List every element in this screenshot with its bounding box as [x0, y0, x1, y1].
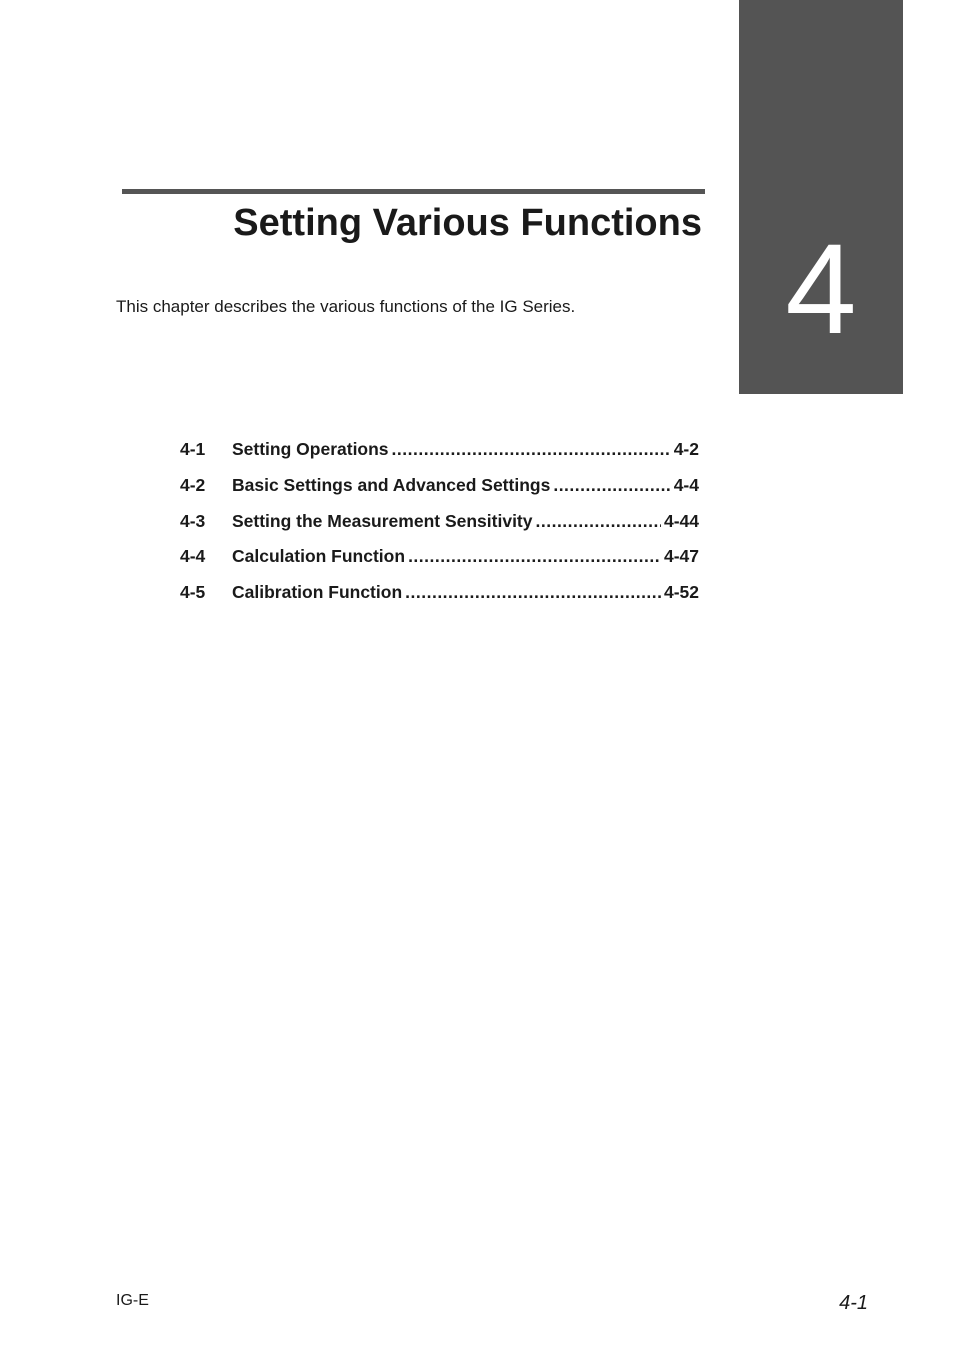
toc-entry-page: 4-4 — [673, 474, 699, 495]
toc-entry-4-5[interactable] — [180, 580, 699, 616]
toc-entry-title: Setting Operations — [232, 439, 389, 459]
title-rule — [122, 189, 705, 194]
toc-dot-leader — [405, 580, 661, 604]
toc-entry-page: 4-2 — [673, 439, 699, 459]
toc-entry-number: 4-4 — [180, 546, 206, 567]
footer-manual-code: IG-E — [116, 1292, 149, 1309]
chapter-intro: This chapter describes the various functions of the IG Series. — [116, 297, 576, 316]
page-title: Setting Various Functions — [233, 202, 702, 244]
toc-dot-leader — [408, 544, 661, 568]
chapter-number: 4 — [785, 218, 857, 361]
toc-entry-4-3[interactable] — [180, 509, 699, 545]
toc-entry-4-2[interactable] — [180, 473, 699, 509]
toc-entry-4-4[interactable] — [180, 544, 699, 580]
footer-page-number: 4-1 — [839, 1292, 868, 1314]
toc-dot-leader — [392, 437, 671, 461]
toc-entry-number: 4-3 — [180, 510, 206, 531]
toc-entry-page: 4-44 — [663, 510, 699, 531]
toc-entry-4-1[interactable] — [180, 437, 699, 473]
toc-entry-title: Setting the Measurement Sensitivity — [232, 510, 533, 531]
toc-entry-title: Basic Settings and Advanced Settings — [232, 474, 551, 495]
toc-entry-page: 4-52 — [663, 582, 699, 603]
toc-entry-number: 4-2 — [180, 474, 206, 495]
toc-entry-number: 4-5 — [180, 582, 206, 603]
toc-entry-page: 4-47 — [663, 546, 699, 567]
chapter-tab — [739, 0, 903, 394]
toc-entry-title: Calibration Function — [232, 582, 403, 603]
toc-dot-leader — [553, 473, 670, 497]
toc-dot-leader — [536, 509, 661, 533]
table-of-contents — [180, 437, 699, 616]
toc-entry-title: Calculation Function — [232, 546, 406, 567]
toc-entry-number: 4-1 — [180, 439, 206, 459]
